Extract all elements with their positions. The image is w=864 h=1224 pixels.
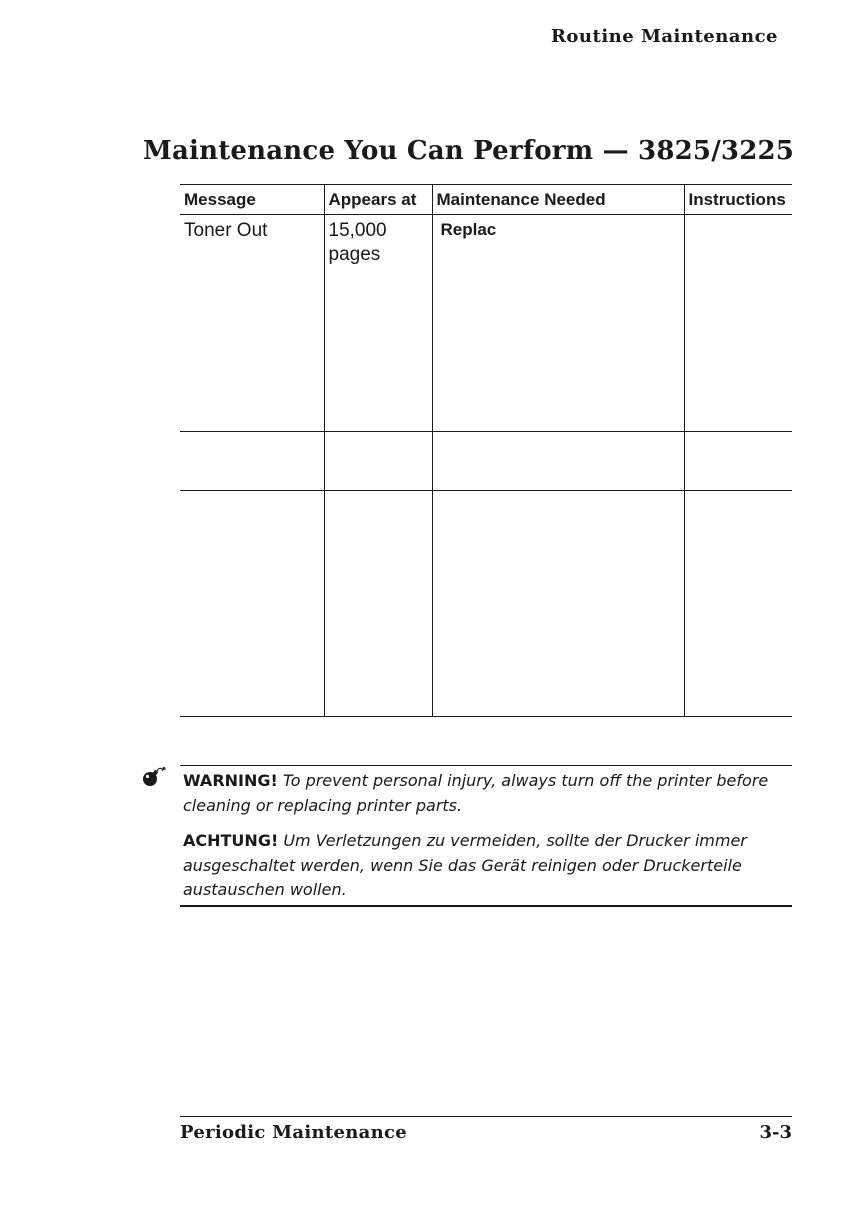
warning-text: To prevent personal injury, always turn off the printer before cleaning or replacing printer parts.	[183, 771, 769, 815]
bomb-icon	[140, 766, 174, 788]
maintenance-needed-cell	[432, 432, 684, 491]
page-number: 3-3	[759, 1122, 792, 1143]
maintenance-needed-cell	[432, 491, 684, 717]
warning-german	[183, 829, 792, 903]
warning-english	[183, 769, 792, 818]
column-header-appears-at: Appears at	[324, 185, 432, 215]
warning-label: WARNING!	[183, 771, 278, 790]
footer-section-title: Periodic Maintenance	[180, 1122, 408, 1143]
appears-at-cell	[324, 491, 432, 717]
footer-divider	[180, 1116, 792, 1117]
table-header-row	[180, 185, 792, 215]
warning-box	[180, 765, 792, 907]
message-cell: Toner Out	[180, 215, 324, 432]
achtung-text: Um Verletzungen zu vermeiden, sollte der Drucker immer ausgeschaltet werden, wenn Sie das Gerät reinigen oder Druckerteile austauschen wollen.	[183, 831, 747, 899]
appears-at-cell	[324, 432, 432, 491]
running-header: Routine Maintenance	[550, 26, 778, 47]
page-title: Maintenance You Can Perform — 3825/3225	[143, 136, 795, 166]
column-header-maintenance-needed: Maintenance Needed	[432, 185, 684, 215]
table-row	[180, 215, 792, 432]
table-row	[180, 432, 792, 491]
maintenance-table	[180, 184, 792, 717]
instructions-cell	[684, 215, 792, 432]
column-header-instructions: Instructions	[684, 185, 792, 215]
achtung-label: ACHTUNG!	[183, 831, 279, 850]
message-cell	[180, 491, 324, 717]
column-header-message: Message	[180, 185, 324, 215]
message-cell	[180, 432, 324, 491]
table-row	[180, 491, 792, 717]
appears-at-cell: 15,000 pages	[324, 215, 432, 432]
instructions-cell	[684, 491, 792, 717]
maintenance-needed-cell: Replac	[432, 215, 684, 432]
instructions-cell	[684, 432, 792, 491]
